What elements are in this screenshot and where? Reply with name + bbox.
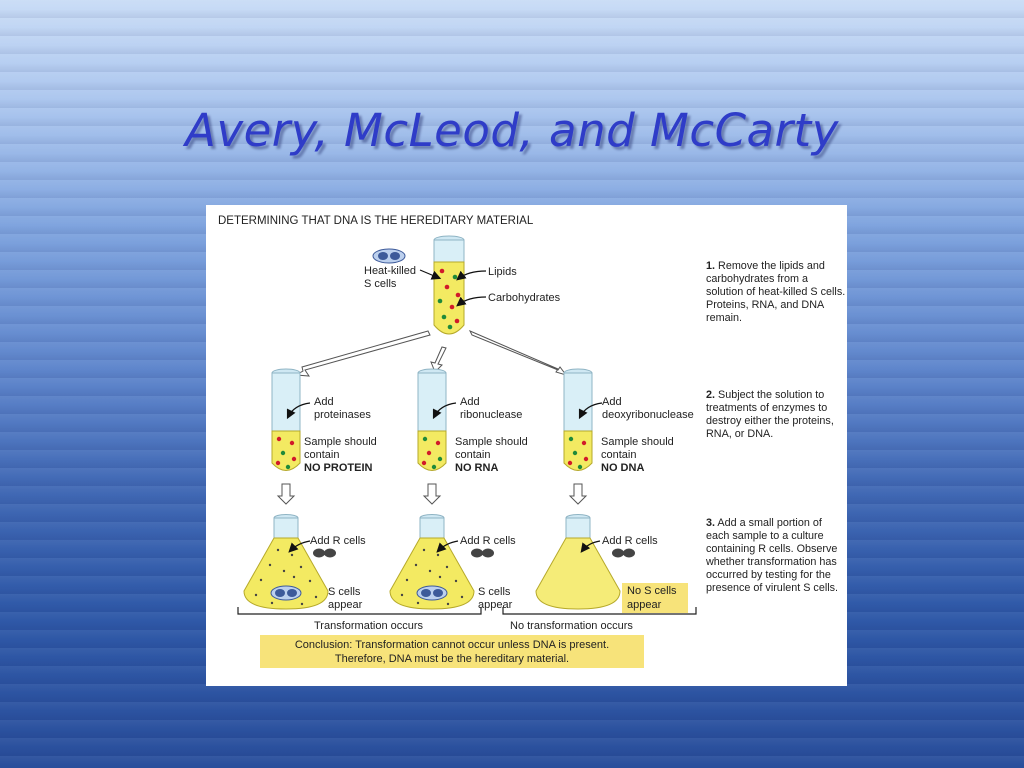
dna-experiment-figure — [206, 205, 847, 686]
enzyme-proteinases: proteinases — [314, 409, 371, 421]
contain-2: contain — [455, 449, 491, 461]
step-1-text: Remove the lipids and carbohydrates from a solution of heat-killed S cells. Proteins, RNA, and DNA remain. — [706, 260, 846, 324]
s-cells-appear-2b: appear — [478, 599, 513, 611]
sample-should-2: Sample should — [455, 436, 528, 448]
s-cells-label: S cells — [364, 278, 397, 290]
step-1 — [706, 260, 846, 325]
add-r-cells-3: Add R cells — [602, 535, 658, 547]
no-transformation-occurs: No transformation occurs — [510, 620, 633, 632]
contain-1: contain — [304, 449, 340, 461]
down-arrows — [278, 484, 586, 504]
carbohydrates-label: Carbohydrates — [488, 292, 561, 304]
no-s-cells-box — [622, 583, 688, 613]
step-2-number: 2. — [706, 389, 716, 401]
step-1-number: 1. — [706, 260, 716, 272]
sample-should-1: Sample should — [304, 436, 377, 448]
no-protein-label: NO PROTEIN — [304, 462, 373, 474]
step-3-text: Add a small portion of each sample to a culture containing R cells. Observe whether transformation has occurred by testing for the presence of virulent S cells. — [706, 517, 839, 594]
step-3-number: 3. — [706, 517, 716, 529]
transformation-occurs: Transformation occurs — [314, 620, 424, 632]
sample-should-3: Sample should — [601, 436, 674, 448]
no-s-cells-line2: appear — [627, 599, 662, 611]
step-2 — [706, 389, 846, 441]
conclusion-line2: Therefore, DNA must be the hereditary material. — [334, 653, 570, 665]
flask-1 — [244, 515, 328, 610]
conclusion-box — [260, 635, 644, 668]
no-dna-label: NO DNA — [601, 462, 645, 474]
conclusion-line1: Conclusion: Transformation cannot occur unless DNA is present. — [294, 639, 610, 651]
s-cells-appear-2a: S cells — [478, 586, 511, 598]
add-label-3: Add — [602, 396, 622, 408]
step-3 — [706, 517, 846, 595]
flask-3 — [536, 515, 620, 610]
add-r-cells-2: Add R cells — [460, 535, 516, 547]
tube-deoxyribonuclease — [564, 369, 592, 471]
lipids-label: Lipids — [488, 266, 517, 278]
tube-ribonuclease — [418, 369, 446, 471]
tube-proteinases — [272, 369, 300, 471]
step-2-text: Subject the solution to treatments of enzymes to destroy either the proteins, RNA, or DNA. — [706, 389, 834, 440]
flask-2 — [390, 515, 474, 610]
no-rna-label: NO RNA — [455, 462, 499, 474]
slide-title: Avery, McLeod, and McCarty — [185, 104, 839, 157]
figure-heading: DETERMINING THAT DNA IS THE HEREDITARY MATERIAL — [218, 215, 534, 227]
s-cells-appear-1b: appear — [328, 599, 363, 611]
enzyme-deoxyribonuclease: deoxyribonuclease — [602, 409, 694, 421]
no-s-cells-line1: No S cells — [627, 585, 677, 597]
heat-killed-label: Heat-killed — [364, 265, 416, 277]
enzyme-ribonuclease: ribonuclease — [460, 409, 523, 421]
add-label-1: Add — [314, 396, 334, 408]
add-r-cells-1: Add R cells — [310, 535, 366, 547]
add-label-2: Add — [460, 396, 480, 408]
contain-3: contain — [601, 449, 637, 461]
s-cells-appear-1a: S cells — [328, 586, 361, 598]
